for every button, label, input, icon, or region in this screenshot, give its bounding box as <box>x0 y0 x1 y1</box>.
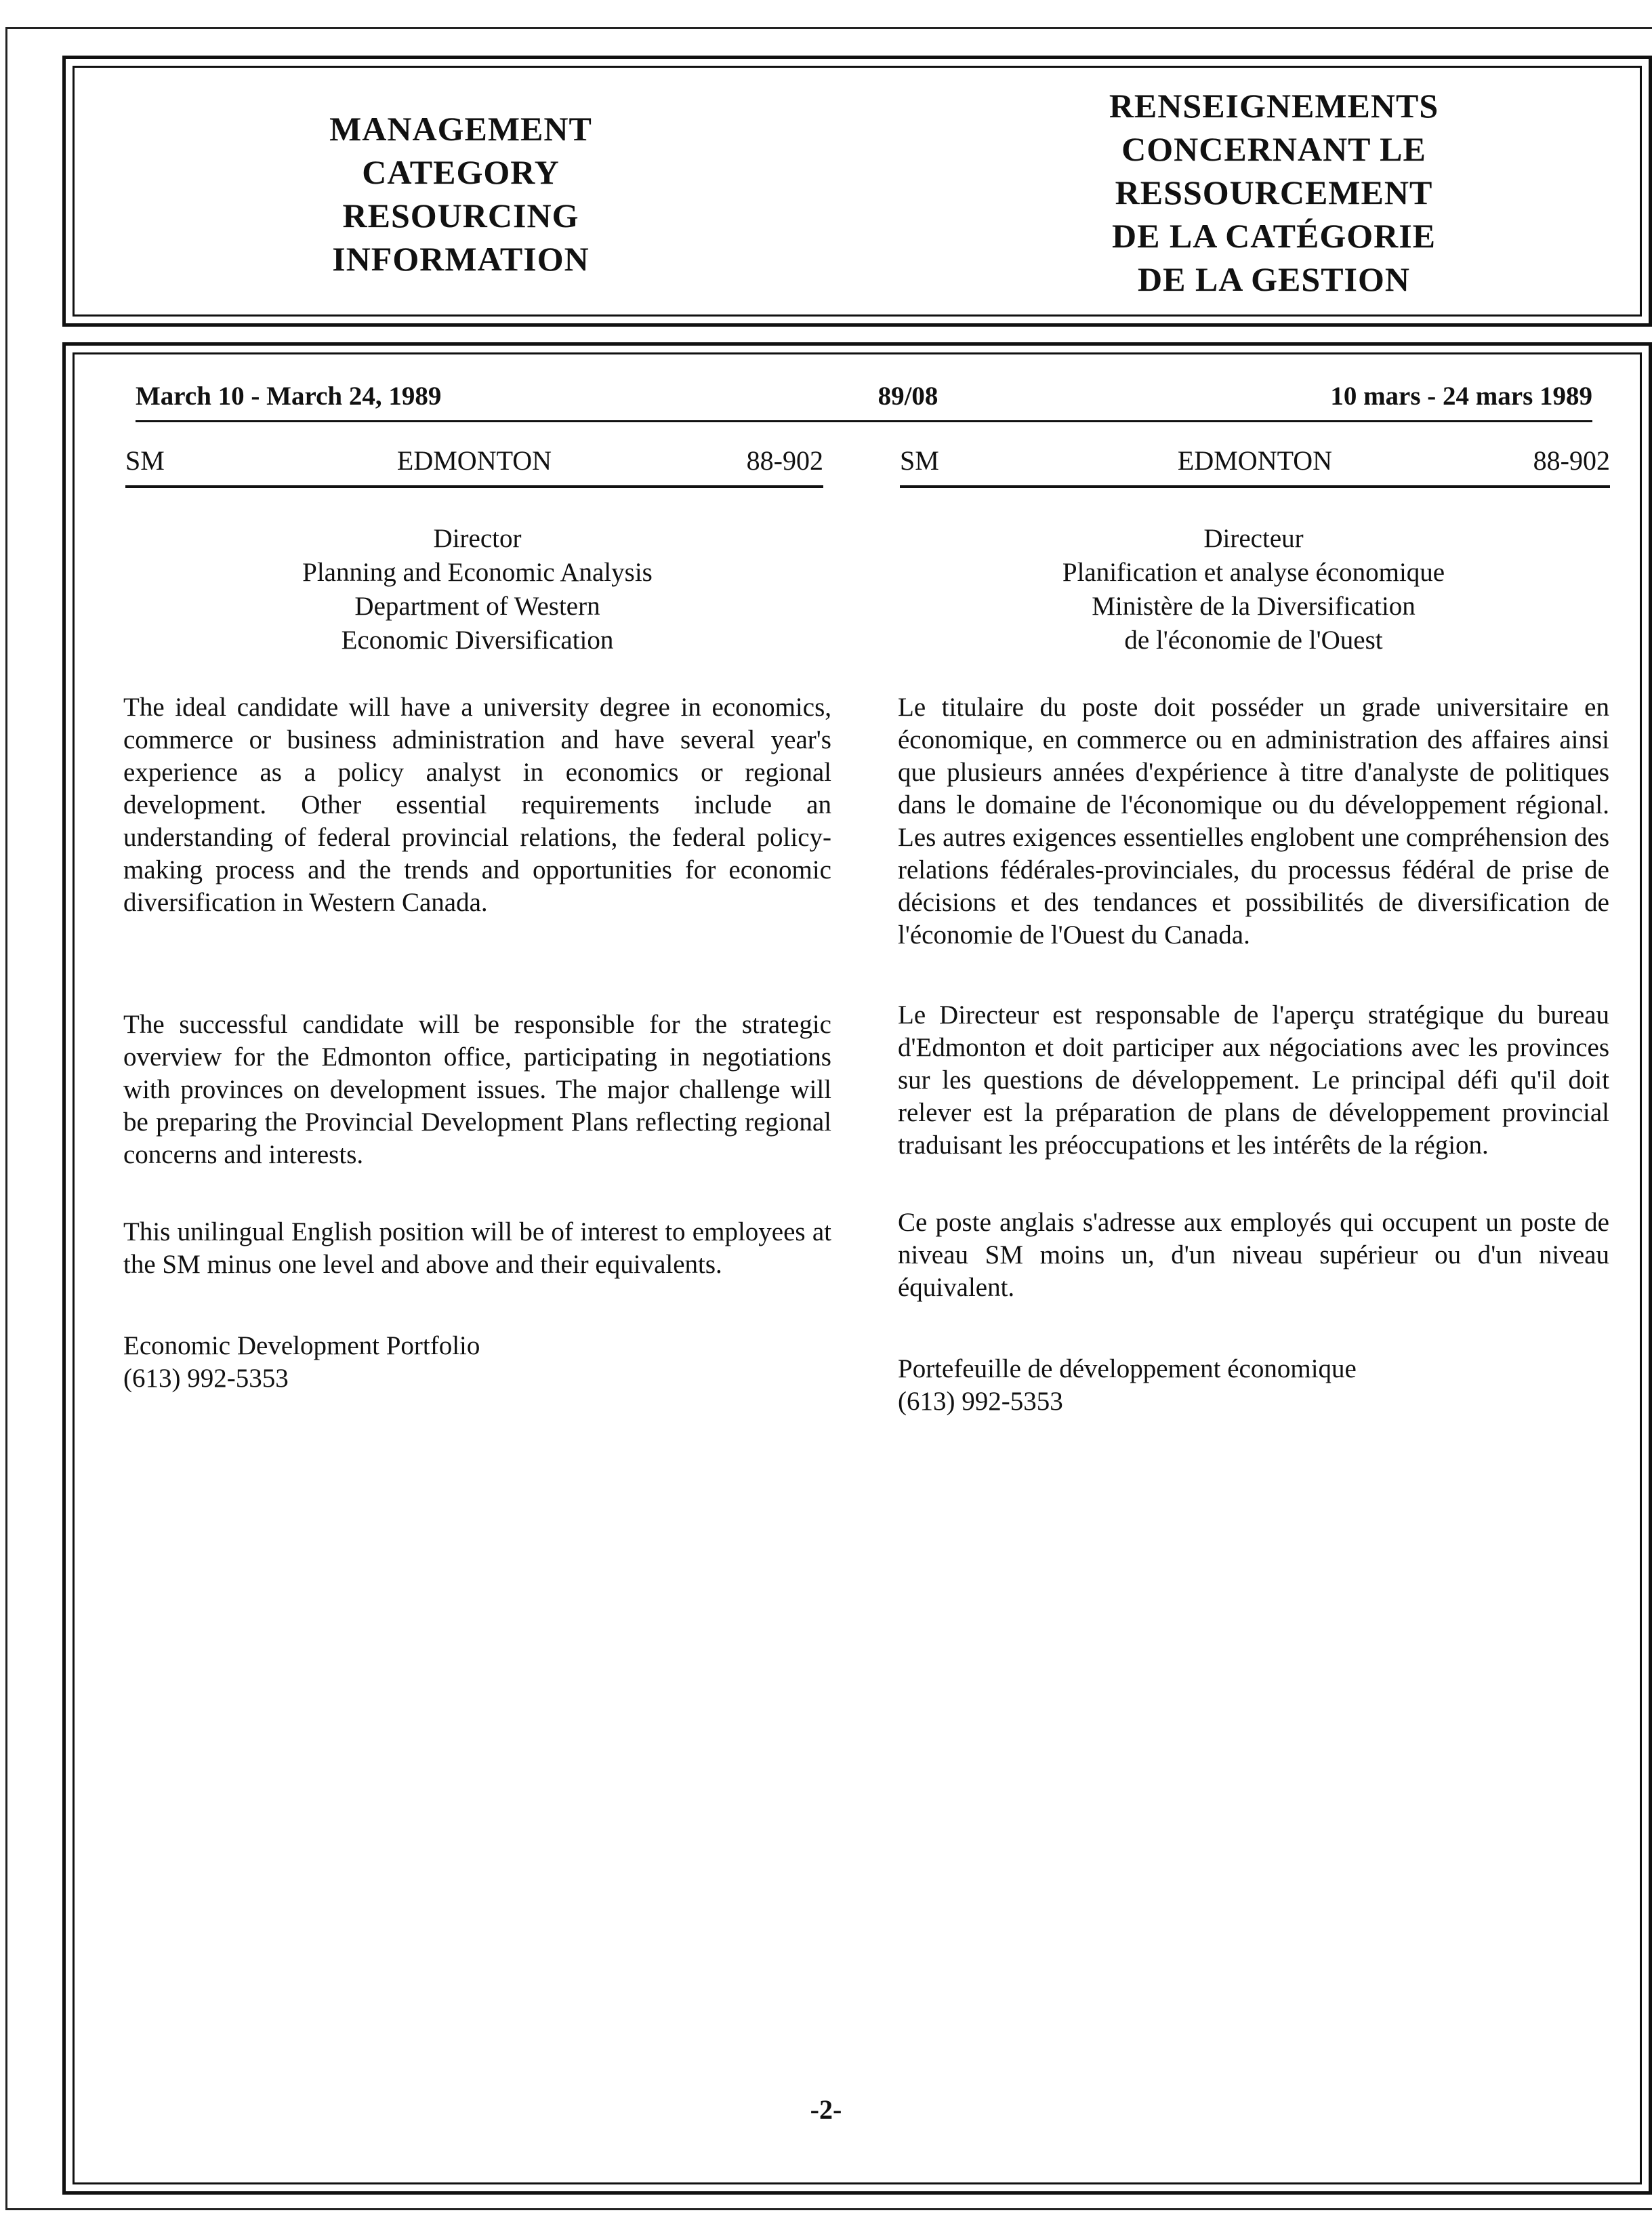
contact-organization: Economic Development Portfolio <box>123 1331 480 1360</box>
issue-line <box>136 376 1592 417</box>
contact-organization: Portefeuille de développement économique <box>898 1354 1357 1383</box>
duties-paragraph: The successful candidate will be responsible for the strategic overview for the Edmonton office, participating in negotiations with provinces on development issues. The major challenge will be preparing the Provincial Development Plans reflecting regional concerns and interests. <box>123 1010 831 1169</box>
competition-line-english <box>125 441 823 481</box>
position-title-line: de l'économie de l'Ouest <box>1124 626 1383 655</box>
issue-dates-french: 10 mars - 24 mars 1989 <box>1330 382 1592 411</box>
competition-rule <box>125 485 823 488</box>
french-column <box>898 522 1609 1418</box>
page-left-border <box>5 27 7 2210</box>
position-title-english <box>123 522 831 657</box>
competition-number: 88-902 <box>1533 445 1610 476</box>
contact-phone: (613) 992-5353 <box>123 1364 289 1393</box>
page-bottom-border <box>5 2208 1652 2210</box>
position-title-line: Department of Western <box>354 592 600 621</box>
position-title-line: Ministère de la Diversification <box>1092 592 1416 621</box>
contact-block <box>123 1330 831 1395</box>
position-title-line: Directeur <box>1203 524 1304 553</box>
contact-block <box>898 1353 1609 1418</box>
competition-location: EDMONTON <box>396 445 552 476</box>
position-title-line: Planification et analyse économique <box>1062 558 1445 587</box>
qualifications-paragraph: The ideal candidate will have a university degree in economics, commerce or business administration and have several year's experience as a policy analyst in economics or regional development. Other essential requirements include an understanding of federal provincial relations, the federal policy-making process and the trends and opportunities for economic diversification in Western Canada. <box>123 693 831 917</box>
competition-group: SM <box>125 445 165 476</box>
page-number: -2- <box>810 2094 842 2125</box>
eligibility-paragraph: This unilingual English position will be of interest to employees at the SM minus one level and above and their equivalents. <box>123 1217 831 1279</box>
contact-phone: (613) 992-5353 <box>898 1387 1063 1416</box>
competition-group: SM <box>900 445 939 476</box>
duties-paragraph: Le Directeur est responsable de l'aperçu stratégique du bureau d'Edmonton et doit participer aux négociations avec les provinces sur les questions de développement. Le principal défi qu'il doit relever est la préparation de plans de développement provincial traduisant les préoccupations et les intérêts de la région. <box>898 1000 1609 1160</box>
position-title-line: Planning and Economic Analysis <box>302 558 653 587</box>
competition-number: 88-902 <box>746 445 823 476</box>
position-title-french <box>898 522 1609 657</box>
header-title-french: RENSEIGNEMENTS CONCERNANT LE RESSOURCEMENT DE LA CATÉGORIE DE LA GESTION <box>1109 87 1439 298</box>
issue-number: 89/08 <box>877 382 938 411</box>
position-title-line: Economic Diversification <box>341 626 614 655</box>
eligibility-paragraph: Ce poste anglais s'adresse aux employés qui occupent un poste de niveau SM moins un, d'un niveau supérieur ou d'un niveau équivalent. <box>898 1208 1609 1302</box>
header-title-english: MANAGEMENT CATEGORY RESOURCING INFORMATION <box>329 110 592 278</box>
competition-rule <box>900 485 1610 488</box>
issue-rule <box>136 420 1592 422</box>
position-title-line: Director <box>433 524 522 553</box>
english-column <box>123 522 831 1395</box>
issue-dates-english: March 10 - March 24, 1989 <box>136 382 442 411</box>
qualifications-paragraph: Le titulaire du poste doit posséder un grade universitaire en économique, en commerce ou en administration des affaires ainsi que plusieurs années d'expérience à titre d'analyste de politiques dans le domaine de l'économique ou du développement régional. Les autres exigences essentielles englobent une compréhension des relations fédérales-provinciales, du processus fédéral de prise de décisions et des tendances et possibilités de diversification de l'économie de l'Ouest du Canada. <box>898 693 1609 950</box>
competition-line-french <box>900 441 1610 481</box>
page-top-border <box>5 27 1652 29</box>
competition-location: EDMONTON <box>1177 445 1333 476</box>
